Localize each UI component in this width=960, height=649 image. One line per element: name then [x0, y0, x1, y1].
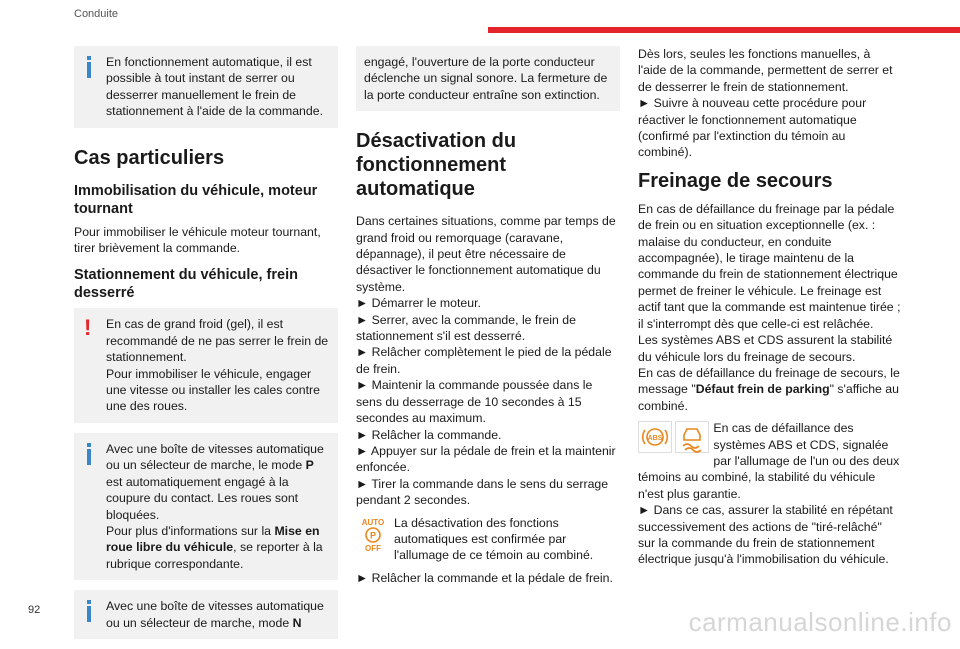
info-note-text: En fonctionnement automatique, il est possible à tout instant de serrer ou desserrer manuellement le frein de stationnement à l'aide de la commande. [106, 55, 323, 119]
paragraph-freinage-secours: En cas de défaillance du freinage par la pédale de frein ou en situation exceptionnelle (ex. : malaise du conducteur, en conduite accompagnée), le tirage maintenu de la commande du frein de stationnement électrique permet de freiner le véhicule. Le freinage est actif tant que la commande est maintenue tirée ; il s'interrompt dès que celle-ci est relâchée. Les systèmes ABS et CDS assurent la stabilité du véhicule lors du freinage de secours. En cas de défaillance du freinage de secours, le message "Défaut frein de parking" s'affiche au combiné. [638, 201, 901, 413]
heading-cas-particuliers: Cas particuliers [74, 146, 225, 169]
auto-off-warning-lamp-icon [356, 516, 390, 552]
paragraph-immobilisation: Pour immobiliser le véhicule moteur tournant, tirer brièvement la commande. [74, 224, 321, 256]
warning-note-text: En cas de grand froid (gel), il est recommandé de ne pas serrer le frein de stationnement. Pour immobiliser le véhicule, engager une vitesse ou installer les cales contre une des roues. [106, 317, 329, 414]
column-2 [356, 46, 620, 592]
svg-text:AUTO: AUTO [361, 517, 385, 527]
info-note-auto-p [74, 433, 338, 580]
info-note-text: Avec une boîte de vitesses automatique ou un sélecteur de marche, mode N [106, 599, 324, 630]
cds-warning-lamp-icon [675, 421, 709, 453]
column-3 [638, 46, 902, 574]
auto-off-indicator-text: La désactivation des fonctions automatiques est confirmée par l'allumage de ce témoin au combiné. [394, 515, 594, 563]
info-note-continued [356, 46, 620, 111]
column-1 [74, 46, 338, 649]
heading-desactivation: Désactivation du fonctionnement automatique [356, 130, 517, 201]
paragraph-desactivation: Dans certaines situations, comme par temps de grand froid ou remorquage (caravane, dépannage), il peut être nécessaire de désactiver le fonctionnement automatique du système. ► Démarrer le moteur. ► Serrer, avec la commande, le frein de stationnement s'il est desserré. ► Relâcher complètement le pied de la pédale de frein. ► Maintenir la commande poussée dans le sens du desserrage de 10 secondes à 15 secondes au maximum. ► Relâcher la commande. ► Appuyer sur la pédale de frein et la maintenir enfoncée. ► Tirer la commande dans le sens du serrage pendant 2 secondes. [356, 214, 616, 508]
warning-icon: ! [84, 315, 92, 341]
info-note-auto-n [74, 590, 338, 639]
paragraph-intro: Dès lors, seules les fonctions manuelles, à l'aide de la commande, permettent de serrer et de desserrer le frein de stationnement. ► Suivre à nouveau cette procédure pour réactiver le fonctionnement automatique (confirmé par l'extinction du témoin au combiné). [638, 47, 893, 160]
heading-freinage-secours: Freinage de secours [638, 169, 833, 192]
header-accent-bar [488, 27, 960, 33]
svg-text:OFF: OFF [365, 543, 381, 552]
info-note [74, 46, 338, 128]
abs-cds-indicator-row [638, 420, 902, 568]
info-note-text: Avec une boîte de vitesses automatique ou un sélecteur de marche, le mode P est automatiquement engagé à la coupure du contact. Les roues sont bloquées. Pour plus d'informations sur la Mise en roue libre du véhicule, se reporter à la rubrique correspondante. [106, 441, 324, 571]
final-step: ► Relâcher la commande et la pédale de frein. [356, 570, 613, 585]
section-title: Conduite [74, 8, 119, 20]
info-note-text: engagé, l'ouverture de la porte conducteur déclenche un signal sonore. La fermeture de la porte conducteur entraîne son extinction. [364, 55, 608, 102]
watermark: carmanualsonline.info [688, 607, 952, 637]
svg-text:ABS: ABS [647, 435, 663, 443]
page-number: 92 [28, 604, 41, 616]
warning-note [74, 308, 338, 422]
abs-warning-lamp-icon [638, 421, 672, 453]
subheading-immobilisation: Immobilisation du véhicule, moteur tournant [74, 182, 318, 217]
info-icon [82, 443, 96, 465]
info-icon [82, 600, 96, 622]
abs-cds-indicator-text: En cas de défaillance des systèmes ABS et CDS, signalée par l'allumage de l'un ou des deux témoins au combiné, la stabilité du véhicule n'est plus garantie. ► Dans ce cas, assurer la stabilité en répétant successivement des actions de "tiré-relâché" sur la commande du frein de stationnement électrique jusqu'à l'immobilisation du véhicule. [638, 421, 900, 567]
auto-off-indicator-row [356, 515, 620, 564]
svg-text:P: P [369, 530, 377, 541]
subheading-stationnement: Stationnement du véhicule, frein desserré [74, 267, 298, 302]
info-icon [82, 56, 96, 78]
